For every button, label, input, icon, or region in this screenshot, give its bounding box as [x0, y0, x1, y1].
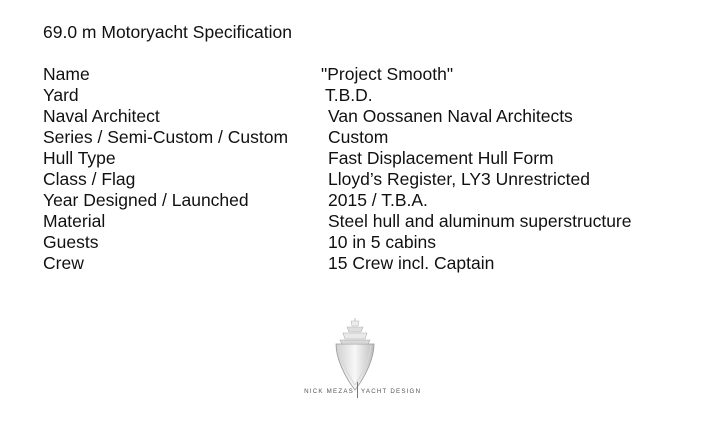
spec-row-hull-type	[43, 148, 703, 169]
spec-label: Hull Type	[43, 148, 116, 168]
spec-label: Series / Semi-Custom / Custom	[43, 127, 289, 147]
spec-row-name	[43, 64, 703, 85]
spec-row-series	[43, 127, 703, 148]
brand-logo	[300, 318, 430, 404]
page-title: 69.0 m Motoryacht Specification	[43, 22, 293, 42]
spec-label: Year Designed / Launched	[43, 190, 249, 210]
spec-value: "Project Smooth"	[321, 64, 454, 84]
spec-value: T.B.D.	[325, 85, 373, 105]
spec-table	[43, 64, 703, 274]
spec-label: Class / Flag	[43, 169, 136, 189]
spec-value: Van Oossanen Naval Architects	[328, 106, 573, 126]
spec-row-material	[43, 211, 703, 232]
spec-label: Guests	[43, 232, 99, 252]
spec-label: Yard	[43, 85, 79, 105]
spec-value: 2015 / T.B.A.	[328, 190, 428, 210]
spec-row-guests	[43, 232, 703, 253]
spec-label: Material	[43, 211, 106, 231]
spec-label: Crew	[43, 253, 84, 273]
spec-row-yard	[43, 85, 703, 106]
spec-row-crew	[43, 253, 703, 274]
spec-row-class-flag	[43, 169, 703, 190]
spec-value: 10 in 5 cabins	[328, 232, 436, 252]
spec-label: Naval Architect	[43, 106, 160, 126]
spec-value: Steel hull and aluminum superstructure	[328, 211, 632, 231]
spec-value: Fast Displacement Hull Form	[328, 148, 554, 168]
spec-value: Lloyd’s Register, LY3 Unrestricted	[328, 169, 590, 189]
spec-value: 15 Crew incl. Captain	[328, 253, 495, 273]
spec-row-year	[43, 190, 703, 211]
logo-text-left: NICK MEZAS	[304, 388, 354, 395]
spec-label: Name	[43, 64, 90, 84]
spec-row-naval-architect	[43, 106, 703, 127]
logo-text-right: YACHT DESIGN	[361, 388, 422, 395]
spec-value: Custom	[328, 127, 389, 147]
